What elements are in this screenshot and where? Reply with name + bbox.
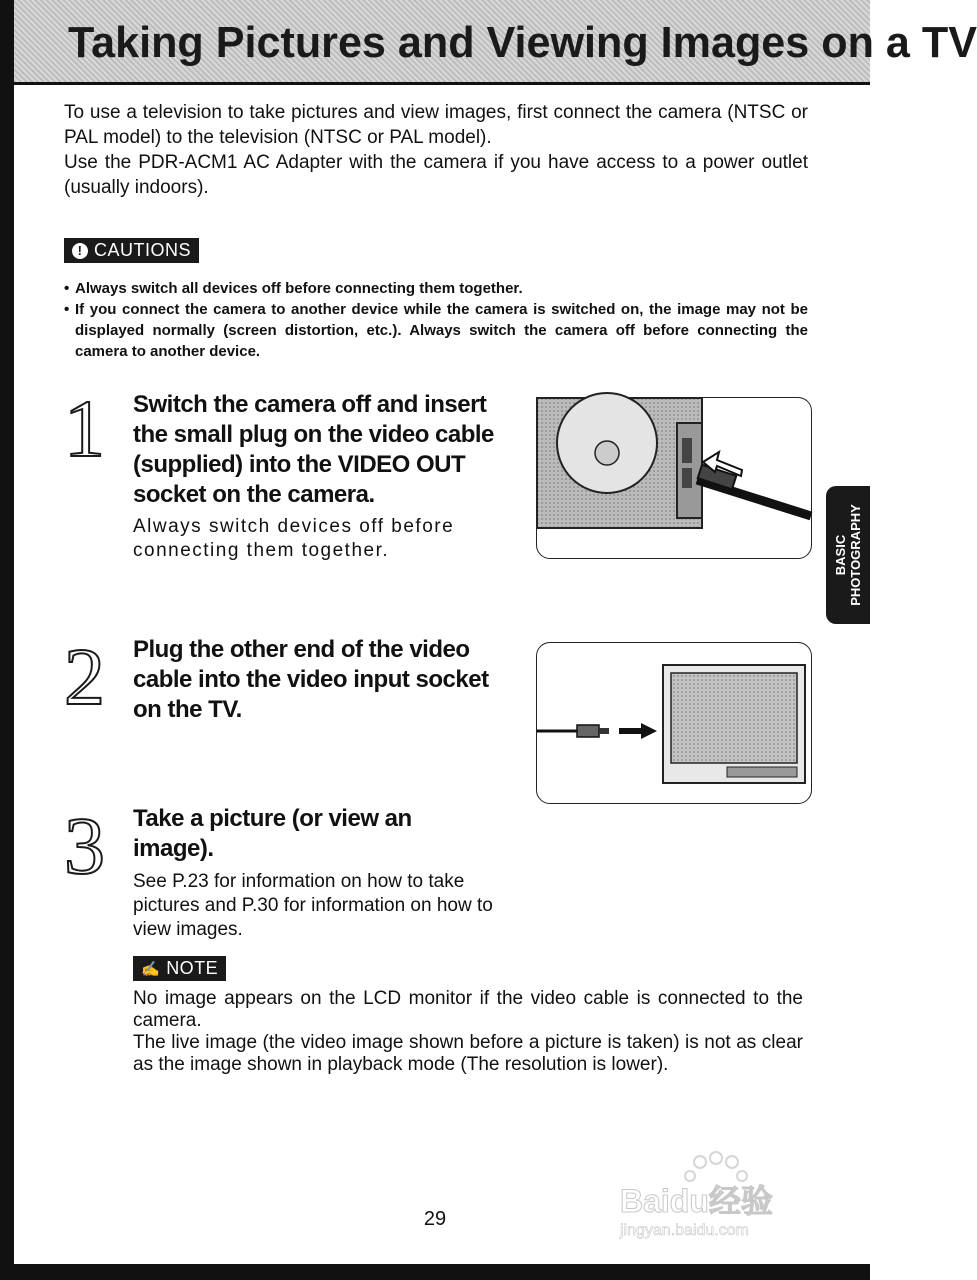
note-paragraph: The live image (the video image shown before a picture is taken) is not as clear as the image shown in playback mode (The resolution is lower). <box>133 1032 803 1075</box>
step-number: 1 <box>64 383 105 474</box>
cautions-label: CAUTIONS <box>94 240 192 260</box>
step-number: 2 <box>64 631 105 722</box>
section-side-tab <box>826 486 870 624</box>
page-left-border <box>0 0 14 1280</box>
watermark-brand: Baidu经验 <box>620 1183 773 1219</box>
step-title: Plug the other end of the video cable into the video input socket on the TV. <box>133 636 489 723</box>
page-title: Taking Pictures and Viewing Images on a TV <box>68 18 977 67</box>
step-description: See P.23 for information on how to take pictures and P.30 for information on how to view images. <box>133 871 493 940</box>
exclamation-icon: ! <box>72 243 88 259</box>
intro-paragraph: To use a television to take pictures and view images, first connect the camera (NTSC or PAL model) to the television (NTSC or PAL model). <box>64 102 808 148</box>
tv-connection-illustration <box>536 642 812 804</box>
tv-connection-drawing <box>537 643 811 803</box>
title-band <box>14 0 977 85</box>
camera-plug-drawing <box>537 398 811 558</box>
watermark-url: jingyan.baidu.com <box>620 1222 749 1239</box>
side-tab-line: BASIC <box>833 534 849 576</box>
page-number: 29 <box>423 1208 447 1230</box>
step-number: 3 <box>64 800 105 891</box>
note-badge <box>133 956 226 981</box>
pencil-note-icon: ✍ <box>141 960 161 978</box>
page-bottom-border <box>0 1264 870 1280</box>
note-text <box>133 988 803 1076</box>
caution-item: • Always switch all devices off before connecting them together. <box>64 278 808 299</box>
camera-plug-illustration <box>536 397 812 559</box>
intro-paragraph: Use the PDR-ACM1 AC Adapter with the camera if you have access to a power outlet (usually indoors). <box>64 152 808 198</box>
side-tab-line: PHOTOGRAPHY <box>848 504 864 606</box>
caution-item: • If you connect the camera to another device while the camera is switched on, the image may not be displayed normally (screen distortion, etc.). Always switch the camera off before connecting the camera to another device. <box>64 299 808 362</box>
note-paragraph: No image appears on the LCD monitor if the video cable is connected to the camera. <box>133 988 803 1031</box>
note-label: NOTE <box>166 958 219 978</box>
step-title: Take a picture (or view an image). <box>133 805 412 862</box>
cautions-list <box>64 278 808 362</box>
baidu-watermark <box>612 1150 822 1250</box>
step-title: Switch the camera off and insert the small plug on the video cable (supplied) into the VIDEO OUT socket on the camera. <box>133 391 494 508</box>
cautions-badge <box>64 238 199 263</box>
step-description: Always switch devices off before connecting them together. <box>133 516 455 561</box>
intro-text <box>64 100 808 200</box>
